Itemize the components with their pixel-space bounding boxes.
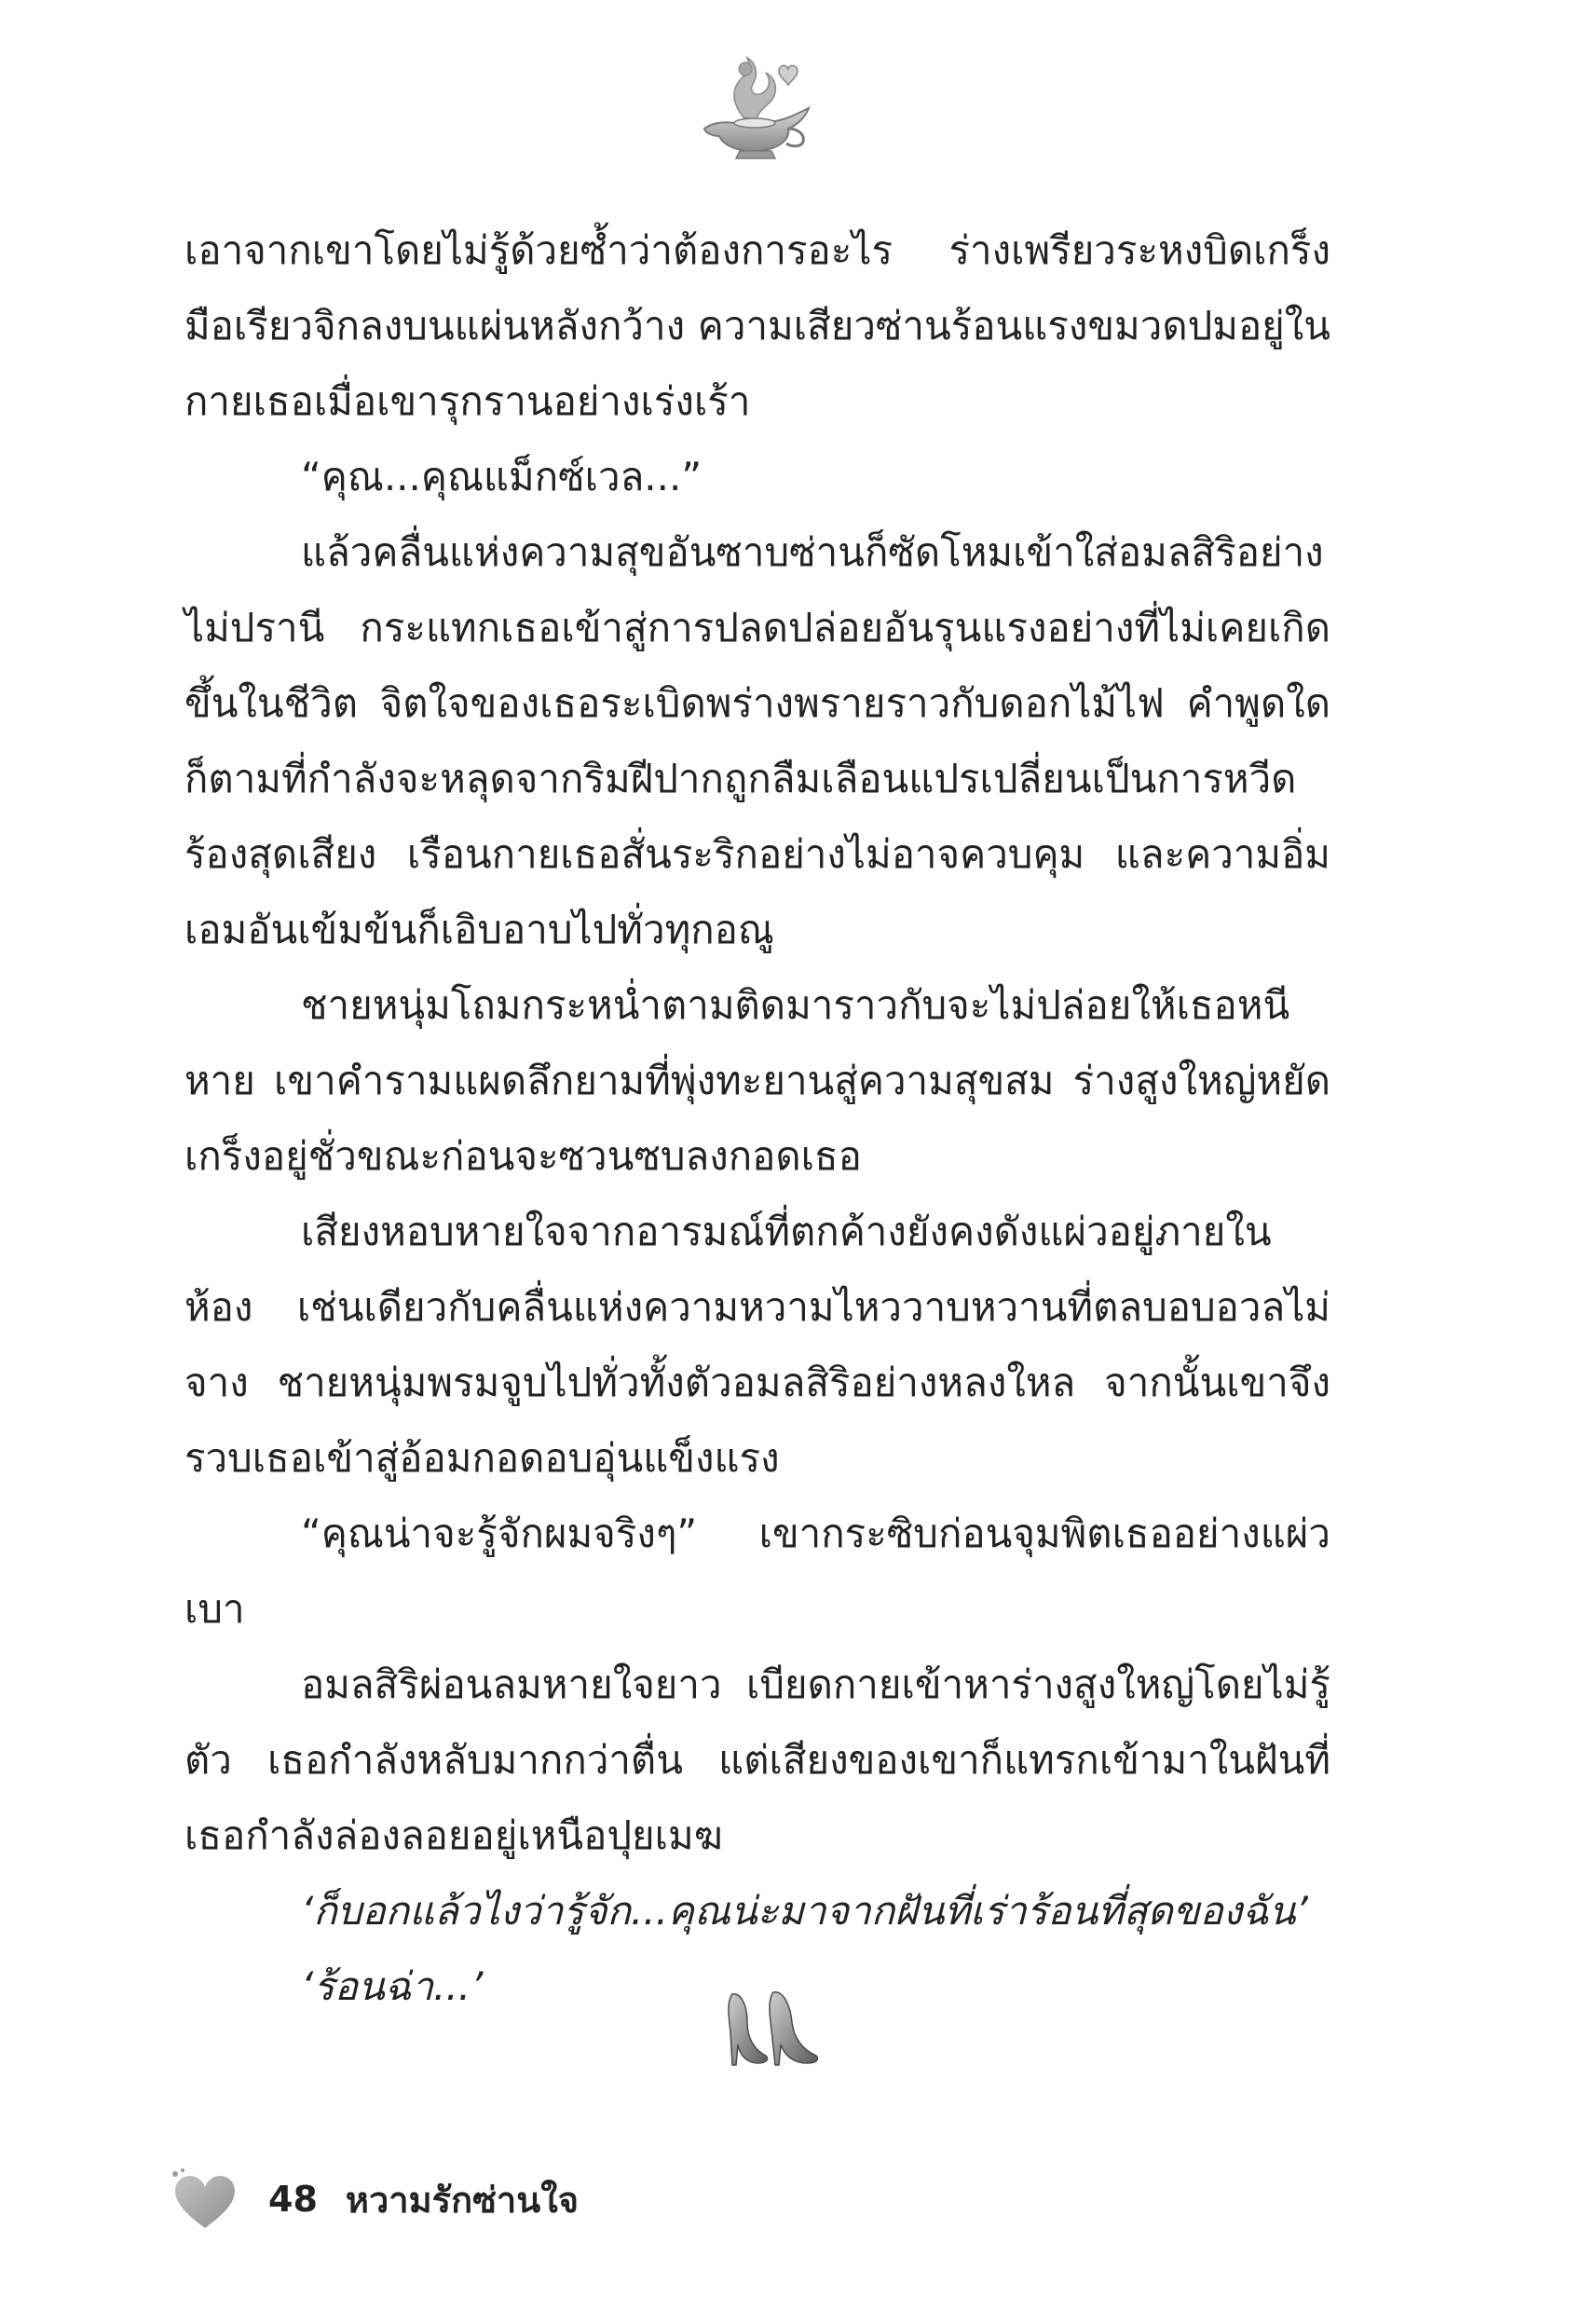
heart-icon <box>168 2167 240 2232</box>
paragraph-8: ‘ก็บอกแล้วไงว่ารู้จัก...คุณน่ะมาจากฝันที่เร่าร้อนที่สุดของฉัน’ <box>301 1888 1308 1934</box>
high-heels-icon <box>719 1985 824 2069</box>
page-footer <box>168 2167 579 2232</box>
paragraph-5: เสียงหอบหายใจจากอารมณ์ที่ตกค้างยังคงดังแผ่วอยู่ภายในห้อง เช่นเดียวกับคลื่นแห่งความหวามไหววาบหวานที่ตลบอบอวลไม่จาง ชายหนุ่มพรมจูบไปทั่วทั้งตัวอมลสิริอย่างหลงใหล จากนั้นเขาจึงรวบเธอเข้าสู่อ้อมกอดอบอุ่นแข็งแรง <box>184 1209 1330 1481</box>
book-title: หวามรักซ่านใจ <box>345 2179 580 2221</box>
page-number: 48 <box>268 2179 318 2220</box>
paragraph-6: “คุณน่าจะรู้จักผมจริงๆ” เขากระซิบก่อนจุมพิตเธออย่างแผ่วเบา <box>184 1511 1330 1632</box>
paragraph-4: ชายหนุ่มโถมกระหน่ำตามติดมาราวกับจะไม่ปล่อยให้เธอหนีหาย เขาคำรามแผดลึกยามที่พุ่งทะยานสู่ความสุขสม ร่างสูงใหญ่หยัดเกร็งอยู่ชั่วขณะก่อนจะซวนซบลงกอดเธอ <box>184 982 1330 1179</box>
paragraph-2: “คุณ...คุณแม็กซ์เวล...” <box>301 454 703 499</box>
genie-lamp-icon <box>686 52 825 162</box>
paragraph-3: แล้วคลื่นแห่งความสุขอันซาบซ่านก็ซัดโหมเข้าใส่อมลสิริอย่างไม่ปรานี กระแทกเธอเข้าสู่การปลดปล่อยอันรุนแรงอย่างที่ไม่เคยเกิดขึ้นในชีวิต จิตใจของเธอระเบิดพร่างพรายราวกับดอกไม้ไฟ คำพูดใดก็ตามที่กำลังจะหลุดจากริมฝีปากถูกลืมเลือนแปรเปลี่ยนเป็นการหวีดร้องสุดเสียง เรือนกายเธอสั่นระริกอย่างไม่อาจควบคุม และความอิ่มเอมอันเข้มข้นก็เอิบอาบไปทั่วทุกอณู <box>184 529 1330 952</box>
paragraph-1: เอาจากเขาโดยไม่รู้ด้วยซ้ำว่าต้องการอะไร ร่างเพรียวระหงบิดเกร็ง มือเรียวจิกลงบนแผ่นหลังกว้าง ความเสียวซ่านร้อนแรงขมวดปมอยู่ในกายเธอเมื่อเขารุกรานอย่างเร่งเร้า <box>184 227 1330 424</box>
paragraph-7: อมลสิริผ่อนลมหายใจยาว เบียดกายเข้าหาร่างสูงใหญ่โดยไม่รู้ตัว เธอกำลังหลับมากกว่าตื่น แต่เสียงของเขาก็แทรกเข้ามาในฝันที่เธอกำลังล่องลอยอยู่เหนือปุยเมฆ <box>184 1661 1330 1858</box>
paragraph-9: ‘ร้อนฉ่า...’ <box>301 1963 484 2009</box>
body-text <box>184 212 1330 2024</box>
